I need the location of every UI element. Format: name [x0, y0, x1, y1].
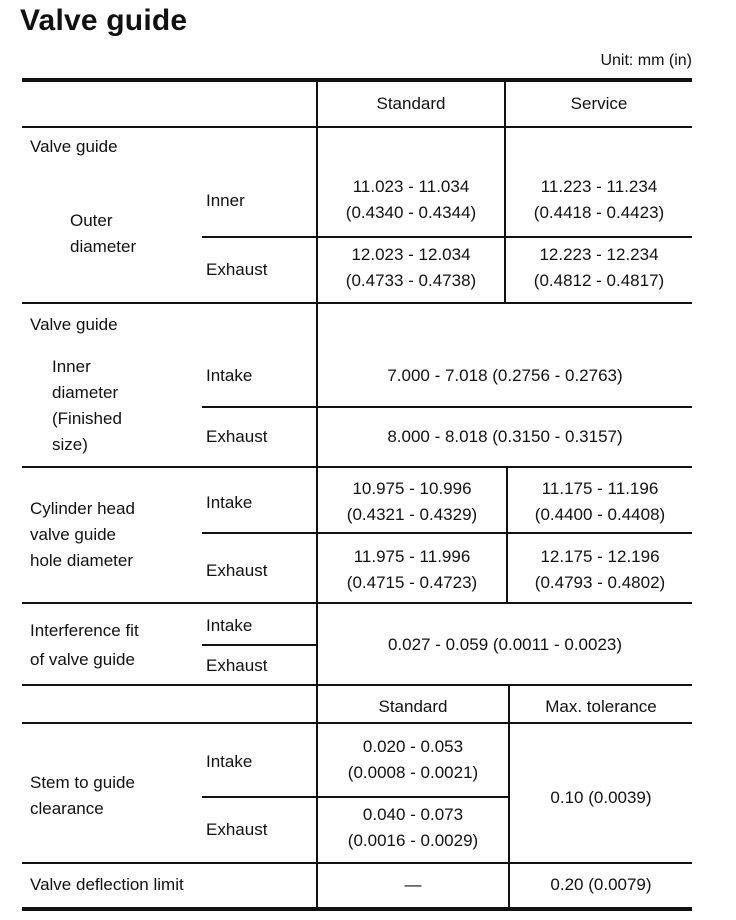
- inner-row-exhaust-name: Exhaust: [206, 427, 268, 446]
- outer-bottom-rule: [22, 302, 692, 304]
- outer-label-line1: Outer: [70, 211, 113, 230]
- hole-row-intake-service-in: (0.4400 - 0.4408): [534, 505, 666, 524]
- page-title: Valve guide: [20, 4, 188, 37]
- clearance-row-intake-name: Intake: [206, 752, 253, 771]
- unit-label: Unit: mm (in): [600, 52, 692, 69]
- outer-row-inner-standard-in: (0.4340 - 0.4344): [345, 203, 477, 222]
- interference-value: 0.027 - 0.059 (0.0011 - 0.0023): [387, 635, 623, 654]
- hole-row-intake-name: Intake: [206, 493, 253, 512]
- hole-label-line1: Cylinder head: [30, 499, 135, 518]
- inner-row-intake-name: Intake: [206, 366, 253, 385]
- clearance-row-exhaust-name: Exhaust: [206, 820, 268, 839]
- header-standard: Standard: [376, 94, 446, 113]
- deflection-standard: —: [404, 875, 422, 894]
- interference-mid-rule: [202, 644, 318, 646]
- clearance-label-line1: Stem to guide: [30, 773, 135, 792]
- clearance-mid-rule: [202, 796, 510, 798]
- outer-row-inner-service-mm: 11.223 - 11.234: [540, 177, 658, 196]
- hole-label-line3: hole diameter: [30, 551, 134, 570]
- valve-guide-spec-table: [22, 78, 692, 911]
- outer-label-line2: diameter: [70, 237, 137, 256]
- clearance-bottom-rule: [22, 862, 692, 864]
- outer-row-exhaust-service-in: (0.4812 - 0.4817): [533, 271, 665, 290]
- header-service: Service: [570, 94, 628, 113]
- interference-bottom-rule: [22, 684, 692, 686]
- header2-max-tolerance: Max. tolerance: [545, 697, 657, 716]
- clearance-label-line2: clearance: [30, 799, 104, 818]
- hole-row-exhaust-standard-in: (0.4715 - 0.4723): [346, 573, 478, 592]
- hole-row-intake-service-mm: 11.175 - 11.196: [541, 479, 659, 498]
- hole-row-exhaust-service-in: (0.4793 - 0.4802): [534, 573, 666, 592]
- table-bottom-rule: [22, 907, 692, 911]
- inner-label-line1: Inner: [52, 357, 91, 376]
- inner-label-line3: (Finished: [52, 409, 122, 428]
- inner-row-intake-value: 7.000 - 7.018 (0.2756 - 0.2763): [387, 366, 623, 385]
- outer-row-exhaust-standard-mm: 12.023 - 12.034: [351, 245, 471, 264]
- inner-mid-rule: [202, 406, 692, 408]
- header2-bottom-rule: [22, 722, 692, 724]
- inner-row-exhaust-value: 8.000 - 8.018 (0.3150 - 0.3157): [387, 427, 623, 446]
- hole-row-exhaust-standard-mm: 11.975 - 11.996: [353, 547, 471, 566]
- clearance-row-intake-standard-mm: 0.020 - 0.053: [362, 737, 464, 756]
- inner-label-line4: size): [52, 435, 88, 454]
- interference-intake: Intake: [206, 616, 253, 635]
- inner-group-label: Valve guide: [30, 315, 118, 334]
- hole-row-intake-standard-in: (0.4321 - 0.4329): [346, 505, 478, 524]
- clearance-row-exhaust-standard-in: (0.0016 - 0.0029): [347, 831, 479, 850]
- interference-label-line2: of valve guide: [30, 650, 135, 669]
- interference-label-line1: Interference fit: [30, 621, 139, 640]
- hole-label-line2: valve guide: [30, 525, 117, 544]
- outer-row-inner-service-in: (0.4418 - 0.4423): [533, 203, 665, 222]
- outer-group-label: Valve guide: [30, 137, 118, 156]
- outer-mid-rule: [202, 236, 692, 238]
- inner-label-line2: diameter: [52, 383, 119, 402]
- inner-bottom-rule: [22, 466, 692, 468]
- clearance-row-intake-standard-in: (0.0008 - 0.0021): [347, 763, 479, 782]
- interference-exhaust: Exhaust: [206, 656, 268, 675]
- clearance-max-tolerance: 0.10 (0.0039): [550, 788, 652, 807]
- deflection-label: Valve deflection limit: [30, 875, 184, 894]
- hole-mid-rule: [202, 532, 692, 534]
- header2-standard: Standard: [378, 697, 448, 716]
- outer-row-exhaust-name: Exhaust: [206, 260, 268, 279]
- outer-row-inner-name: Inner: [206, 191, 245, 210]
- deflection-max-tolerance: 0.20 (0.0079): [550, 875, 652, 894]
- hole-bottom-rule: [22, 602, 692, 604]
- outer-row-exhaust-service-mm: 12.223 - 12.234: [539, 245, 659, 264]
- table-top-rule: [22, 78, 692, 82]
- hole-row-exhaust-service-mm: 12.175 - 12.196: [540, 547, 660, 566]
- clearance-row-exhaust-standard-mm: 0.040 - 0.073: [362, 805, 464, 824]
- hole-row-exhaust-name: Exhaust: [206, 561, 268, 580]
- outer-row-exhaust-standard-in: (0.4733 - 0.4738): [345, 271, 477, 290]
- outer-row-inner-standard-mm: 11.023 - 11.034: [352, 177, 470, 196]
- header-bottom-rule: [22, 126, 692, 128]
- hole-row-intake-standard-mm: 10.975 - 10.996: [352, 479, 472, 498]
